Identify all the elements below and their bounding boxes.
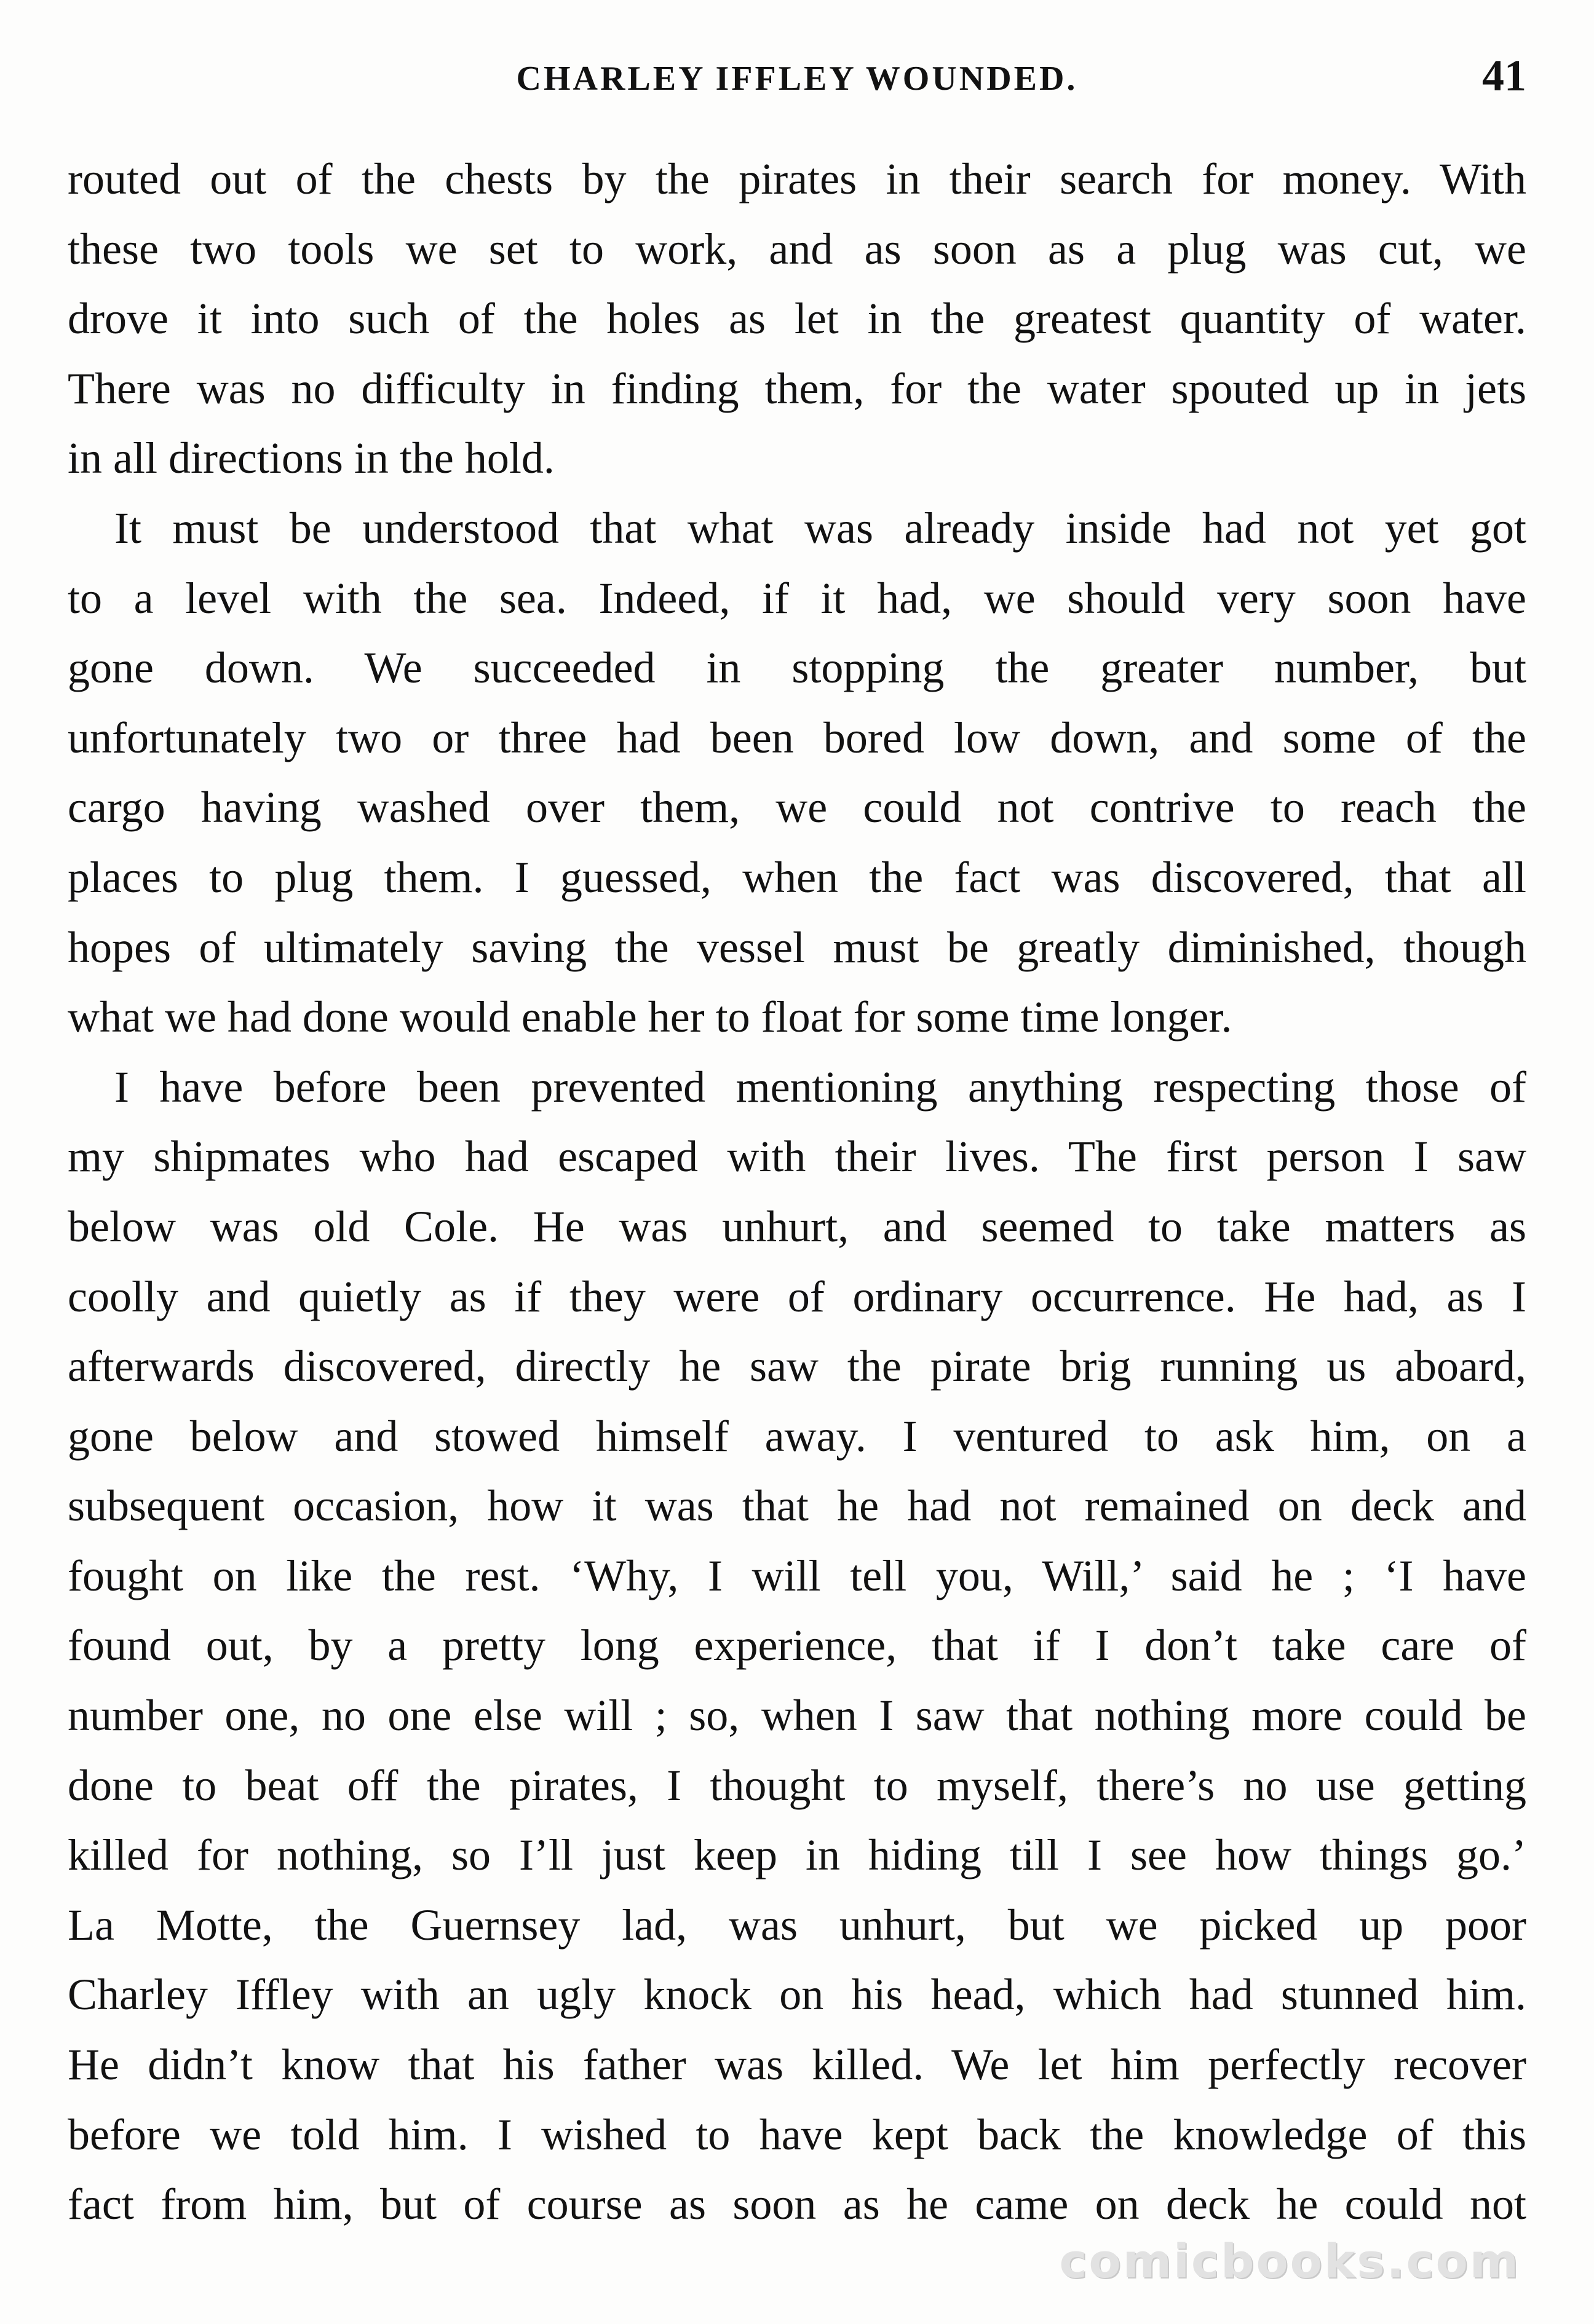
text-line: Charley Iffley with an ugly knock on his head, which had stunned him. xyxy=(68,1970,1526,2020)
text-line: unfortunately two or three had been bored low down, and some of the xyxy=(68,713,1526,762)
page-header xyxy=(68,50,1526,118)
paragraph-first-line: It must be understood that what was already inside had not yet got xyxy=(114,503,1526,553)
text-line: what we had done would enable her to float for some time longer. xyxy=(68,992,1232,1042)
paragraph-first-line: I have before been prevented mentioning anything respecting those of xyxy=(114,1062,1526,1112)
watermark: comicbooks.com xyxy=(1059,2234,1520,2288)
text-line: subsequent occasion, how it was that he had not remained on deck and xyxy=(68,1481,1526,1531)
text-line: before we told him. I wished to have kept back the knowledge of this xyxy=(68,2109,1526,2159)
text-line: gone below and stowed himself away. I ventured to ask him, on a xyxy=(68,1411,1526,1461)
text-line: killed for nothing, so I’ll just keep in hiding till I see how things go.’ xyxy=(68,1830,1526,1880)
text-line: fact from him, but of course as soon as he came on deck he could not xyxy=(68,2180,1526,2229)
text-line: done to beat off the pirates, I thought to myself, there’s no use getting xyxy=(68,1760,1526,1810)
text-line: La Motte, the Guernsey lad, was unhurt, but we picked up poor xyxy=(68,1900,1526,1950)
body-text xyxy=(68,144,1526,2240)
text-line: cargo having washed over them, we could not contrive to reach the xyxy=(68,783,1526,832)
page-number: 41 xyxy=(1482,51,1526,100)
text-line: in all directions in the hold. xyxy=(68,433,555,483)
text-line: fought on like the rest. ‘Why, I will tell you, Will,’ said he ; ‘I have xyxy=(68,1551,1526,1600)
text-line: hopes of ultimately saving the vessel must be greatly diminished, though xyxy=(68,922,1526,972)
text-line: number one, no one else will ; so, when I saw that nothing more could be xyxy=(68,1691,1526,1741)
running-head: CHARLEY IFFLEY WOUNDED. xyxy=(516,60,1078,98)
text-line: these two tools we set to work, and as soon as a plug was cut, we xyxy=(68,224,1526,274)
text-line: routed out of the chests by the pirates in their search for money. With xyxy=(68,154,1526,204)
text-line: to a level with the sea. Indeed, if it had, we should very soon have xyxy=(68,573,1526,623)
text-line: found out, by a pretty long experience, that if I don’t take care of xyxy=(68,1621,1526,1670)
text-line: He didn’t know that his father was killed. We let him perfectly recover xyxy=(68,2040,1526,2090)
text-line: There was no difficulty in finding them, for the water spouted up in jets xyxy=(68,363,1526,413)
text-line: places to plug them. I guessed, when the fact was discovered, that all xyxy=(68,852,1526,902)
text-line: drove it into such of the holes as let in the greatest quantity of water. xyxy=(68,294,1526,344)
text-line: below was old Cole. He was unhurt, and seemed to take matters as xyxy=(68,1201,1526,1251)
text-line: my shipmates who had escaped with their lives. The first person I saw xyxy=(68,1132,1526,1182)
text-line: afterwards discovered, directly he saw the pirate brig running us aboard, xyxy=(68,1342,1526,1391)
text-line: gone down. We succeeded in stopping the greater number, but xyxy=(68,643,1526,693)
text-line: coolly and quietly as if they were of ordinary occurrence. He had, as I xyxy=(68,1271,1526,1321)
